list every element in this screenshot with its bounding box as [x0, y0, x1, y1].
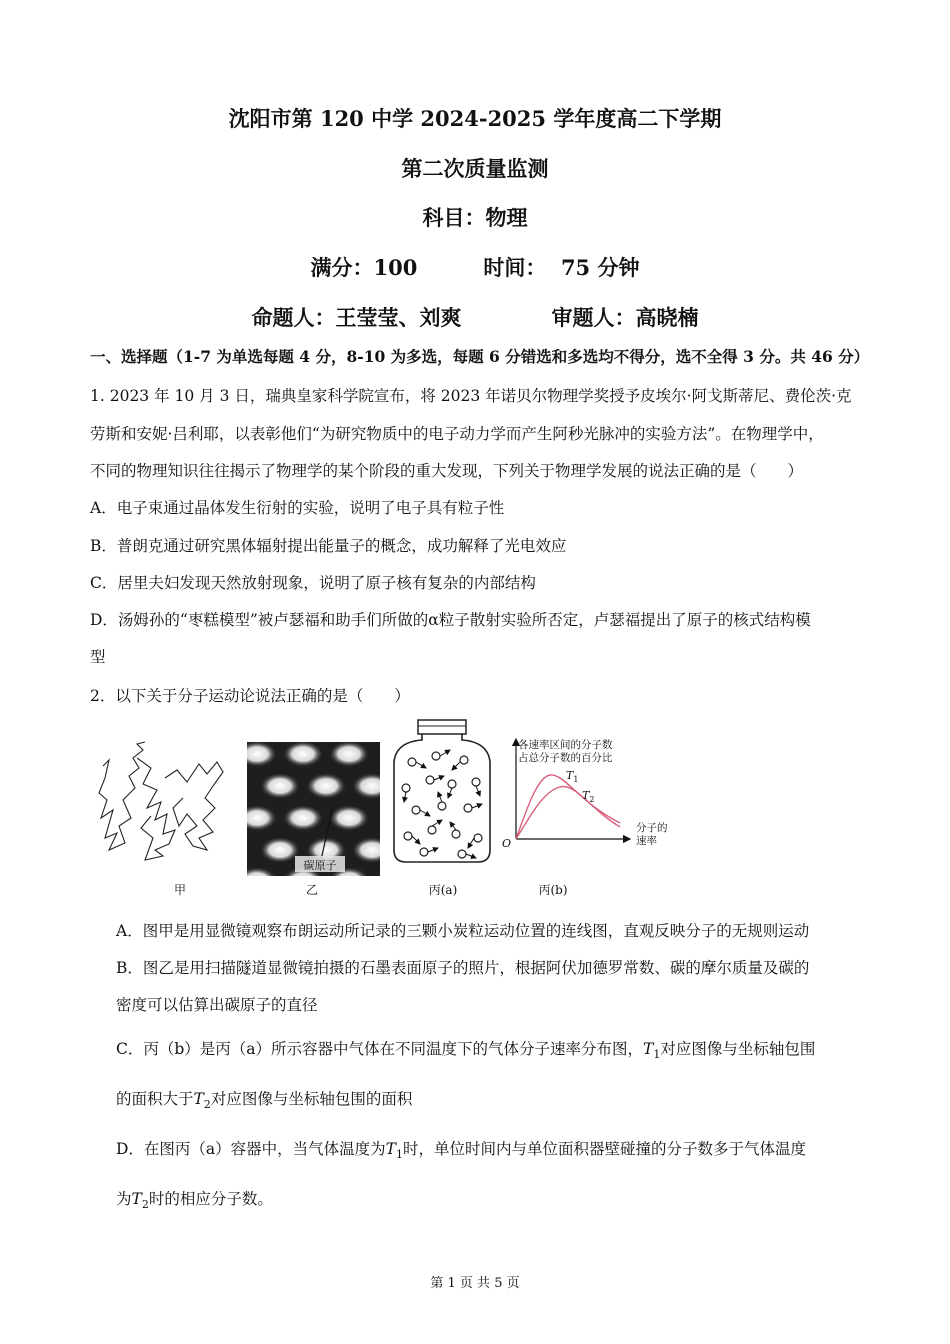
carbon-atom-label: 碳原子	[303, 859, 337, 872]
subject-line: 科目：物理	[422, 205, 528, 230]
fig-bing-a-caption: 丙(a)	[428, 883, 458, 897]
exam-name: 第二次质量监测	[401, 156, 549, 181]
q1-option-b: B．普朗克通过研究黑体辐射提出能量子的概念，成功解释了光电效应	[90, 537, 567, 555]
q1-option-c: C．居里夫妇发现天然放射现象，说明了原子核有复杂的内部结构	[90, 574, 536, 592]
school-title: 沈阳市第 120 中学 2024-2025 学年度高二下学期	[228, 106, 722, 131]
brownian-motion-figure	[95, 738, 230, 868]
q2-option-c-cont: 的面积大于$T_2$对应图像与坐标轴包围的面积	[116, 1090, 413, 1112]
graph-x-label-1: 分子的	[636, 822, 668, 834]
q2-option-c: C．丙（b）是丙（a）所示容器中气体在不同温度下的气体分子速率分布图，$T_1$对应图像与坐标轴包围	[116, 1040, 816, 1062]
q2-option-a: A．图甲是用显微镜观察布朗运动所记录的三颗小炭粒运动位置的连线图，直观反映分子的无规则运动	[116, 922, 810, 940]
q1-option-d: D．汤姆孙的“枣糕模型”被卢瑟福和助手们所做的α粒子散射实验所否定，卢瑟福提出了原子的核式结构模	[90, 611, 811, 629]
graph-y-label-2: 占总分子数的百分比	[518, 752, 613, 764]
q1-line-2: 劳斯和安妮·吕利耶，以表彰他们“为研究物质中的电子动力学而产生阿秒光脉冲的实验方法”。在物理学中，	[90, 425, 824, 443]
q1-line-3: 不同的物理知识往往揭示了物理学的某个阶段的重大发现，下列关于物理学发展的说法正确的是（ ）	[90, 462, 804, 480]
graph-origin: O	[502, 837, 512, 850]
q2-option-d: D．在图丙（a）容器中，当气体温度为$T_1$时，单位时间内与单位面积器壁碰撞的分子数多于气体温度	[116, 1140, 807, 1162]
brownian-path-3	[165, 762, 223, 850]
graph-x-label-2: 速率	[636, 835, 657, 847]
t1-label: $T_1$	[566, 769, 579, 784]
setter: 命题人：王莹莹、刘爽	[251, 305, 462, 330]
curve-t1	[516, 775, 620, 839]
fig-jia-caption: 甲	[173, 883, 186, 897]
brownian-path-2	[137, 758, 175, 860]
q1-line-1: 1. 2023 年 10 月 3 日，瑞典皇家科学院宣布，将 2023 年诺贝尔物理学奖授予皮埃尔·阿戈斯蒂尼、费伦茨·克	[90, 387, 852, 405]
speed-distribution-graph	[498, 733, 688, 853]
graph-y-label-1: 各速率区间的分子数	[518, 739, 613, 751]
fig-yi-caption: 乙	[305, 883, 318, 897]
reviewer: 审题人：高晓楠	[551, 305, 699, 330]
q2-option-b: B．图乙是用扫描隧道显微镜拍摄的石墨表面原子的照片，根据阿伏加德罗常数、碳的摩尔质量及碳的	[116, 959, 810, 977]
t2-label: $T_2$	[582, 789, 595, 804]
q2-option-d-cont: 为$T_2$时的相应分子数。	[116, 1190, 273, 1212]
curve-t2	[516, 787, 620, 839]
graphite-stm-figure	[247, 742, 380, 876]
q1-option-a: A．电子束通过晶体发生衍射的实验，说明了电子具有粒子性	[90, 499, 505, 517]
q2-option-b-cont: 密度可以估算出碳原子的直径	[116, 996, 318, 1014]
score-time-line	[0, 252, 950, 282]
exam-time: 时间： 75 分钟	[483, 255, 640, 280]
fig-bing-b-caption: 丙(b)	[538, 883, 568, 897]
page-number: 第 1 页 共 5 页	[430, 1276, 520, 1291]
jar-outline	[394, 734, 490, 862]
authors-line	[0, 302, 950, 332]
full-score: 满分：100	[310, 255, 418, 280]
q2-stem: 2．以下关于分子运动论说法正确的是（ ）	[90, 687, 410, 705]
gas-jar-figure	[388, 718, 496, 866]
section-heading: 一、选择题（1-7 为单选每题 4 分，8-10 为多选，每题 6 分错选和多选均不得分，选不全得 3 分。共 46 分）	[90, 347, 870, 366]
q1-option-d-cont: 型	[90, 648, 106, 666]
